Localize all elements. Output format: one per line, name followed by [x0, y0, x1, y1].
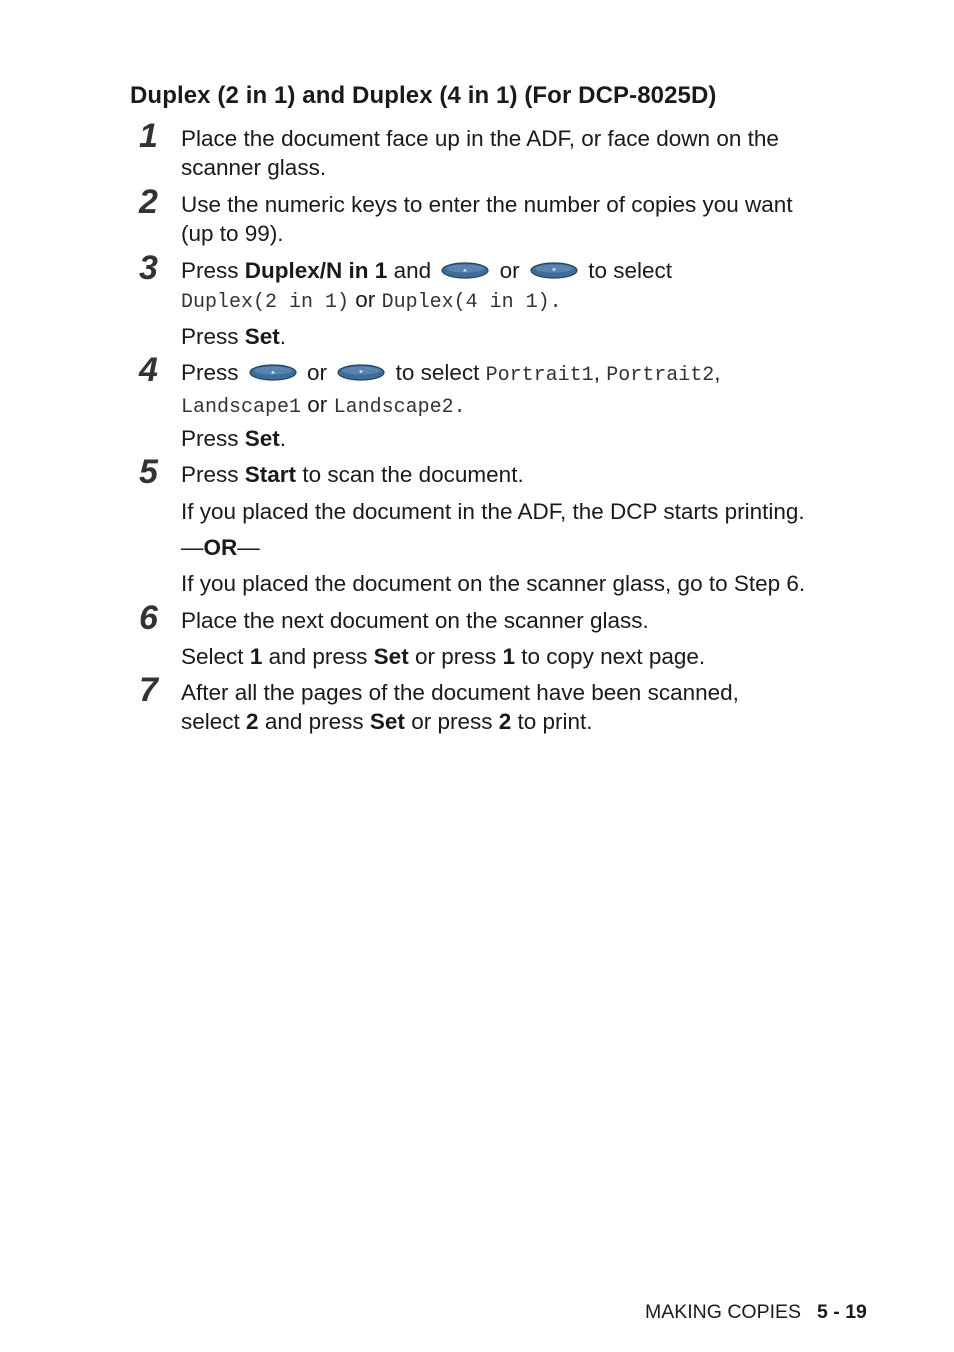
- step-text: After all the pages of the document have been scanned, select 2 and press Set or press 2 to print.: [181, 680, 739, 734]
- page-number: 5 - 19: [817, 1301, 867, 1323]
- step-number: 3: [139, 249, 158, 287]
- step-text-press-set: Press Set.: [181, 324, 287, 349]
- step-text-adf: If you placed the document in the ADF, the DCP starts printing.: [181, 499, 805, 524]
- duplex-key-label: Duplex/N in 1: [244, 258, 388, 283]
- step-number: 5: [139, 453, 158, 491]
- step-number: 6: [139, 599, 158, 637]
- step-text: Place the document face up in the ADF, or face down on the scanner glass.: [181, 126, 779, 180]
- down-arrow-key-icon: [337, 364, 385, 381]
- step-text: Place the next document on the scanner glass.: [181, 608, 649, 633]
- step-text: Press or to select Portrait1, Portrait2, Landscape1 or Landscape2.: [181, 360, 721, 419]
- section-heading: Duplex (2 in 1) and Duplex (4 in 1) (For DCP-8025D): [130, 82, 717, 109]
- step-text-select: Select 1 and press Set or press 1 to copy next page.: [181, 644, 706, 669]
- or-separator: —OR—: [181, 535, 260, 560]
- step-text: Press Start to scan the document.: [181, 462, 524, 487]
- step-text-glass: If you placed the document on the scanner glass, go to Step 6.: [181, 571, 806, 596]
- up-arrow-key-icon: [441, 262, 489, 279]
- up-arrow-key-icon: [249, 364, 297, 381]
- step-text: Press Duplex/N in 1 and or to select Duplex(2 in 1) or Duplex(4 in 1).: [181, 258, 672, 314]
- step-number: 2: [139, 183, 158, 221]
- page-footer: [645, 1301, 867, 1324]
- step-text-press-set: Press Set.: [181, 426, 287, 451]
- footer-section: MAKING COPIES: [645, 1301, 802, 1323]
- step-number: 1: [139, 117, 158, 155]
- step-number: 4: [139, 351, 158, 389]
- down-arrow-key-icon: [530, 262, 578, 279]
- step-number: 7: [139, 671, 158, 709]
- step-text: Use the numeric keys to enter the number of copies you want (up to 99).: [181, 192, 793, 246]
